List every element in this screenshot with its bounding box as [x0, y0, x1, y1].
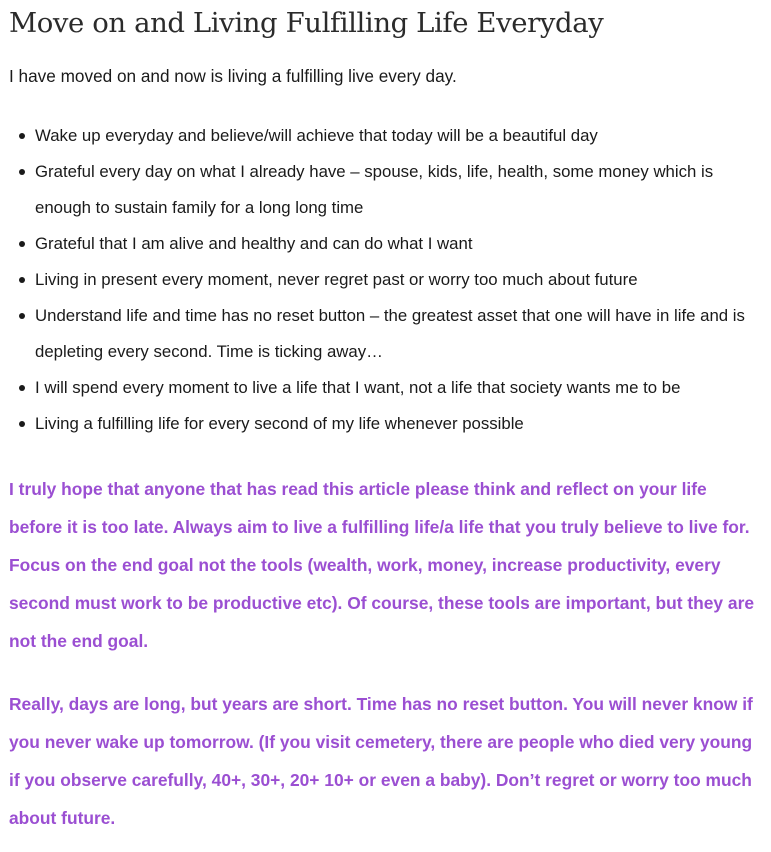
- bullet-icon: [19, 169, 25, 175]
- intro-paragraph: I have moved on and now is living a fulfilling live every day.: [9, 66, 457, 86]
- bullet-icon: [19, 277, 25, 283]
- article-content: [9, 0, 764, 837]
- bullet-icon: [19, 385, 25, 391]
- list-item-text: Living in present every moment, never regret past or worry too much about future: [35, 270, 638, 289]
- list-item: [9, 118, 764, 154]
- article-heading: Move on and Living Fulfilling Life Everyday: [9, 7, 604, 39]
- list-item: [9, 226, 764, 262]
- highlight-paragraph-no-reset: Really, days are long, but years are short. Time has no reset button. You will never know if you never wake up tomorrow. (If you visit cemetery, there are people who died very young if you observe carefully, 40+, 30+, 20+ 10+ or even a baby). Don’t regret or worry too much about future.: [9, 694, 753, 828]
- list-item-text: Living a fulfilling life for every second of my life whenever possible: [35, 414, 524, 433]
- list-item: [9, 154, 764, 226]
- bullet-icon: [19, 421, 25, 427]
- list-item: [9, 370, 764, 406]
- bullet-icon: [19, 313, 25, 319]
- highlight-paragraph-reflect: I truly hope that anyone that has read this article please think and reflect on your life before it is too late. Always aim to live a fulfilling life/a life that you truly believe to live for. Focus on the end goal not the tools (wealth, work, money, increase productivity, every second must work to be productive etc). Of course, these tools are important, but they are not the end goal.: [9, 479, 755, 651]
- list-item: [9, 298, 764, 370]
- list-item: [9, 262, 764, 298]
- list-item-text: Wake up everyday and believe/will achieve that today will be a beautiful day: [35, 126, 598, 145]
- list-item-text: I will spend every moment to live a life that I want, not a life that society wants me to be: [35, 378, 681, 397]
- list-item-text: Understand life and time has no reset button – the greatest asset that one will have in life and is depleting every second. Time is ticking away…: [35, 306, 745, 361]
- bullet-list: [9, 118, 764, 442]
- list-item-text: Grateful every day on what I already have – spouse, kids, life, health, some money which is enough to sustain family for a long long time: [35, 162, 714, 217]
- list-item: [9, 406, 764, 442]
- bullet-icon: [19, 133, 25, 139]
- list-item-text: Grateful that I am alive and healthy and can do what I want: [35, 234, 473, 253]
- bullet-icon: [19, 241, 25, 247]
